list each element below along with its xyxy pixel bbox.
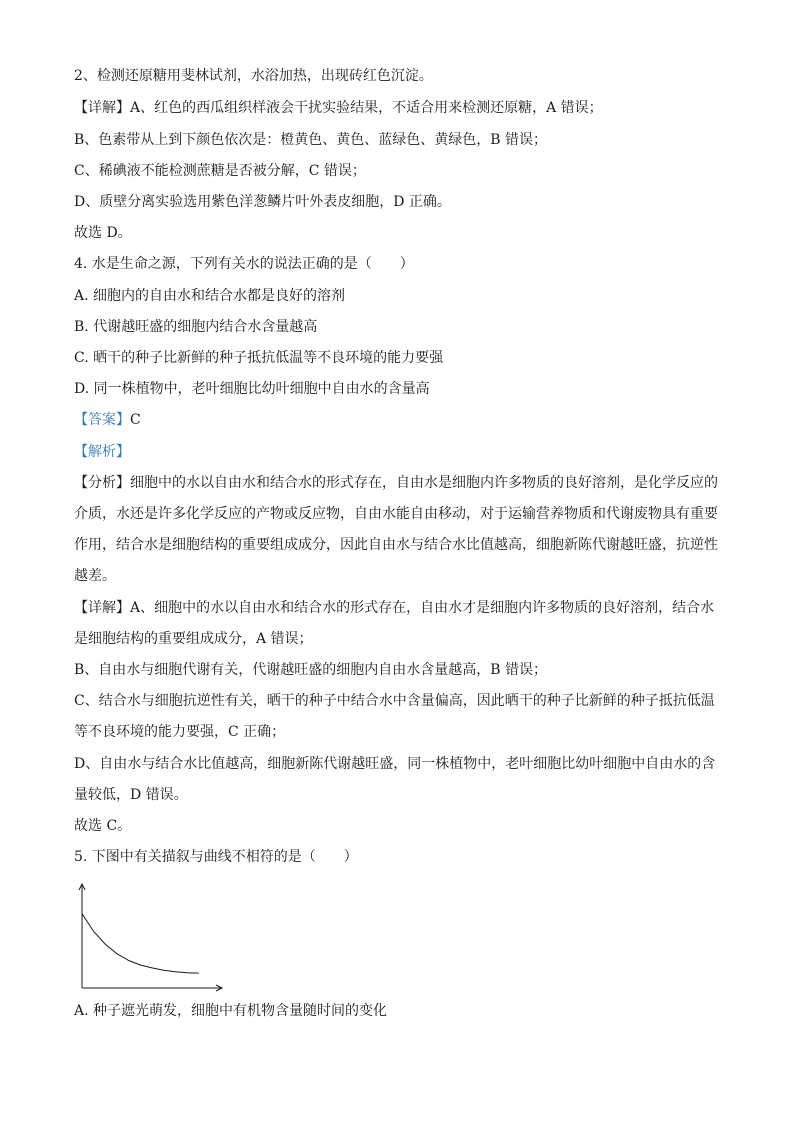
text-line: 【详解】A、细胞中的水以自由水和结合水的形式存在，自由水才是细胞内许多物质的良好溶剂，结合水: [74, 600, 715, 616]
y-axis: [79, 884, 85, 988]
text-line: 【分析】细胞中的水以自由水和结合水的形式存在，自由水是细胞内许多物质的良好溶剂，是化学反应的: [74, 475, 718, 491]
text-line: 越差。: [74, 568, 116, 584]
answer-line: 【答案】C: [74, 412, 141, 428]
text-line: C、稀碘液不能检测蔗糖是否被分解，C 错误；: [74, 163, 366, 179]
text-line: 是细胞结构的重要组成成分，A 错误；: [74, 631, 313, 647]
text-line: 故选 D。: [74, 225, 132, 241]
tag-detail: 【详解】: [74, 600, 130, 616]
tag-detail: 【详解】: [74, 100, 130, 116]
option-d: D. 同一株植物中，老叶细胞比幼叶细胞中自由水的含量高: [74, 381, 430, 397]
text-line: B、自由水与细胞代谢有关，代谢越旺盛的细胞内自由水含量越高，B 错误；: [74, 662, 548, 678]
text-line: C、结合水与细胞抗逆性有关，晒干的种子中结合水中含量偏高，因此晒干的种子比新鲜的种子抵抗低温: [74, 693, 715, 709]
text-line: B、色素带从上到下颜色依次是：橙黄色、黄色、蓝绿色、黄绿色，B 错误；: [74, 132, 548, 148]
data-curve: [82, 914, 199, 973]
tag-answer: 【答案】: [74, 412, 130, 428]
text-line: 2、检测还原糖用斐林试剂，水浴加热，出现砖红色沉淀。: [74, 68, 433, 84]
x-axis: [82, 985, 222, 991]
tag-analysis: 【解析】: [74, 444, 130, 460]
option-c: C. 晒干的种子比新鲜的种子抵抗低温等不良环境的能力要强: [74, 350, 444, 366]
option-a: A. 细胞内的自由水和结合水都是良好的溶剂: [74, 288, 346, 304]
curve-chart: [66, 878, 226, 998]
question-4-stem: 4. 水是生命之源，下列有关水的说法正确的是（ ）: [74, 256, 414, 272]
option-a: A. 种子遮光萌发，细胞中有机物含量随时间的变化: [74, 1003, 388, 1019]
tag-fenxi: 【分析】: [74, 475, 130, 491]
text-line: 介质，水还是许多化学反应的产物或反应物，自由水能自由移动，对于运输营养物质和代谢废物具有重要: [74, 506, 718, 522]
text-line: 故选 C。: [74, 818, 132, 834]
text-line: 等不良环境的能力要强，C 正确；: [74, 724, 286, 740]
text-line: 量较低，D 错误。: [74, 787, 188, 803]
option-b: B. 代谢越旺盛的细胞内结合水含量越高: [74, 319, 318, 335]
text-line: D、自由水与结合水比值越高，细胞新陈代谢越旺盛，同一株植物中，老叶细胞比幼叶细胞中自由水的含: [74, 756, 716, 772]
chart-axes: [79, 884, 222, 991]
question-5-stem: 5. 下图中有关描叙与曲线不相符的是（ ）: [74, 849, 358, 865]
text-line: 【详解】A、红色的西瓜组织样液会干扰实验结果，不适合用来检测还原糖，A 错误；: [74, 100, 603, 116]
text-line: 作用，结合水是细胞结构的重要组成成分，因此自由水与结合水比值越高，细胞新陈代谢越旺盛，抗逆性: [74, 537, 718, 553]
text-line: D、质壁分离实验选用紫色洋葱鳞片叶外表皮细胞，D 正确。: [74, 194, 451, 210]
